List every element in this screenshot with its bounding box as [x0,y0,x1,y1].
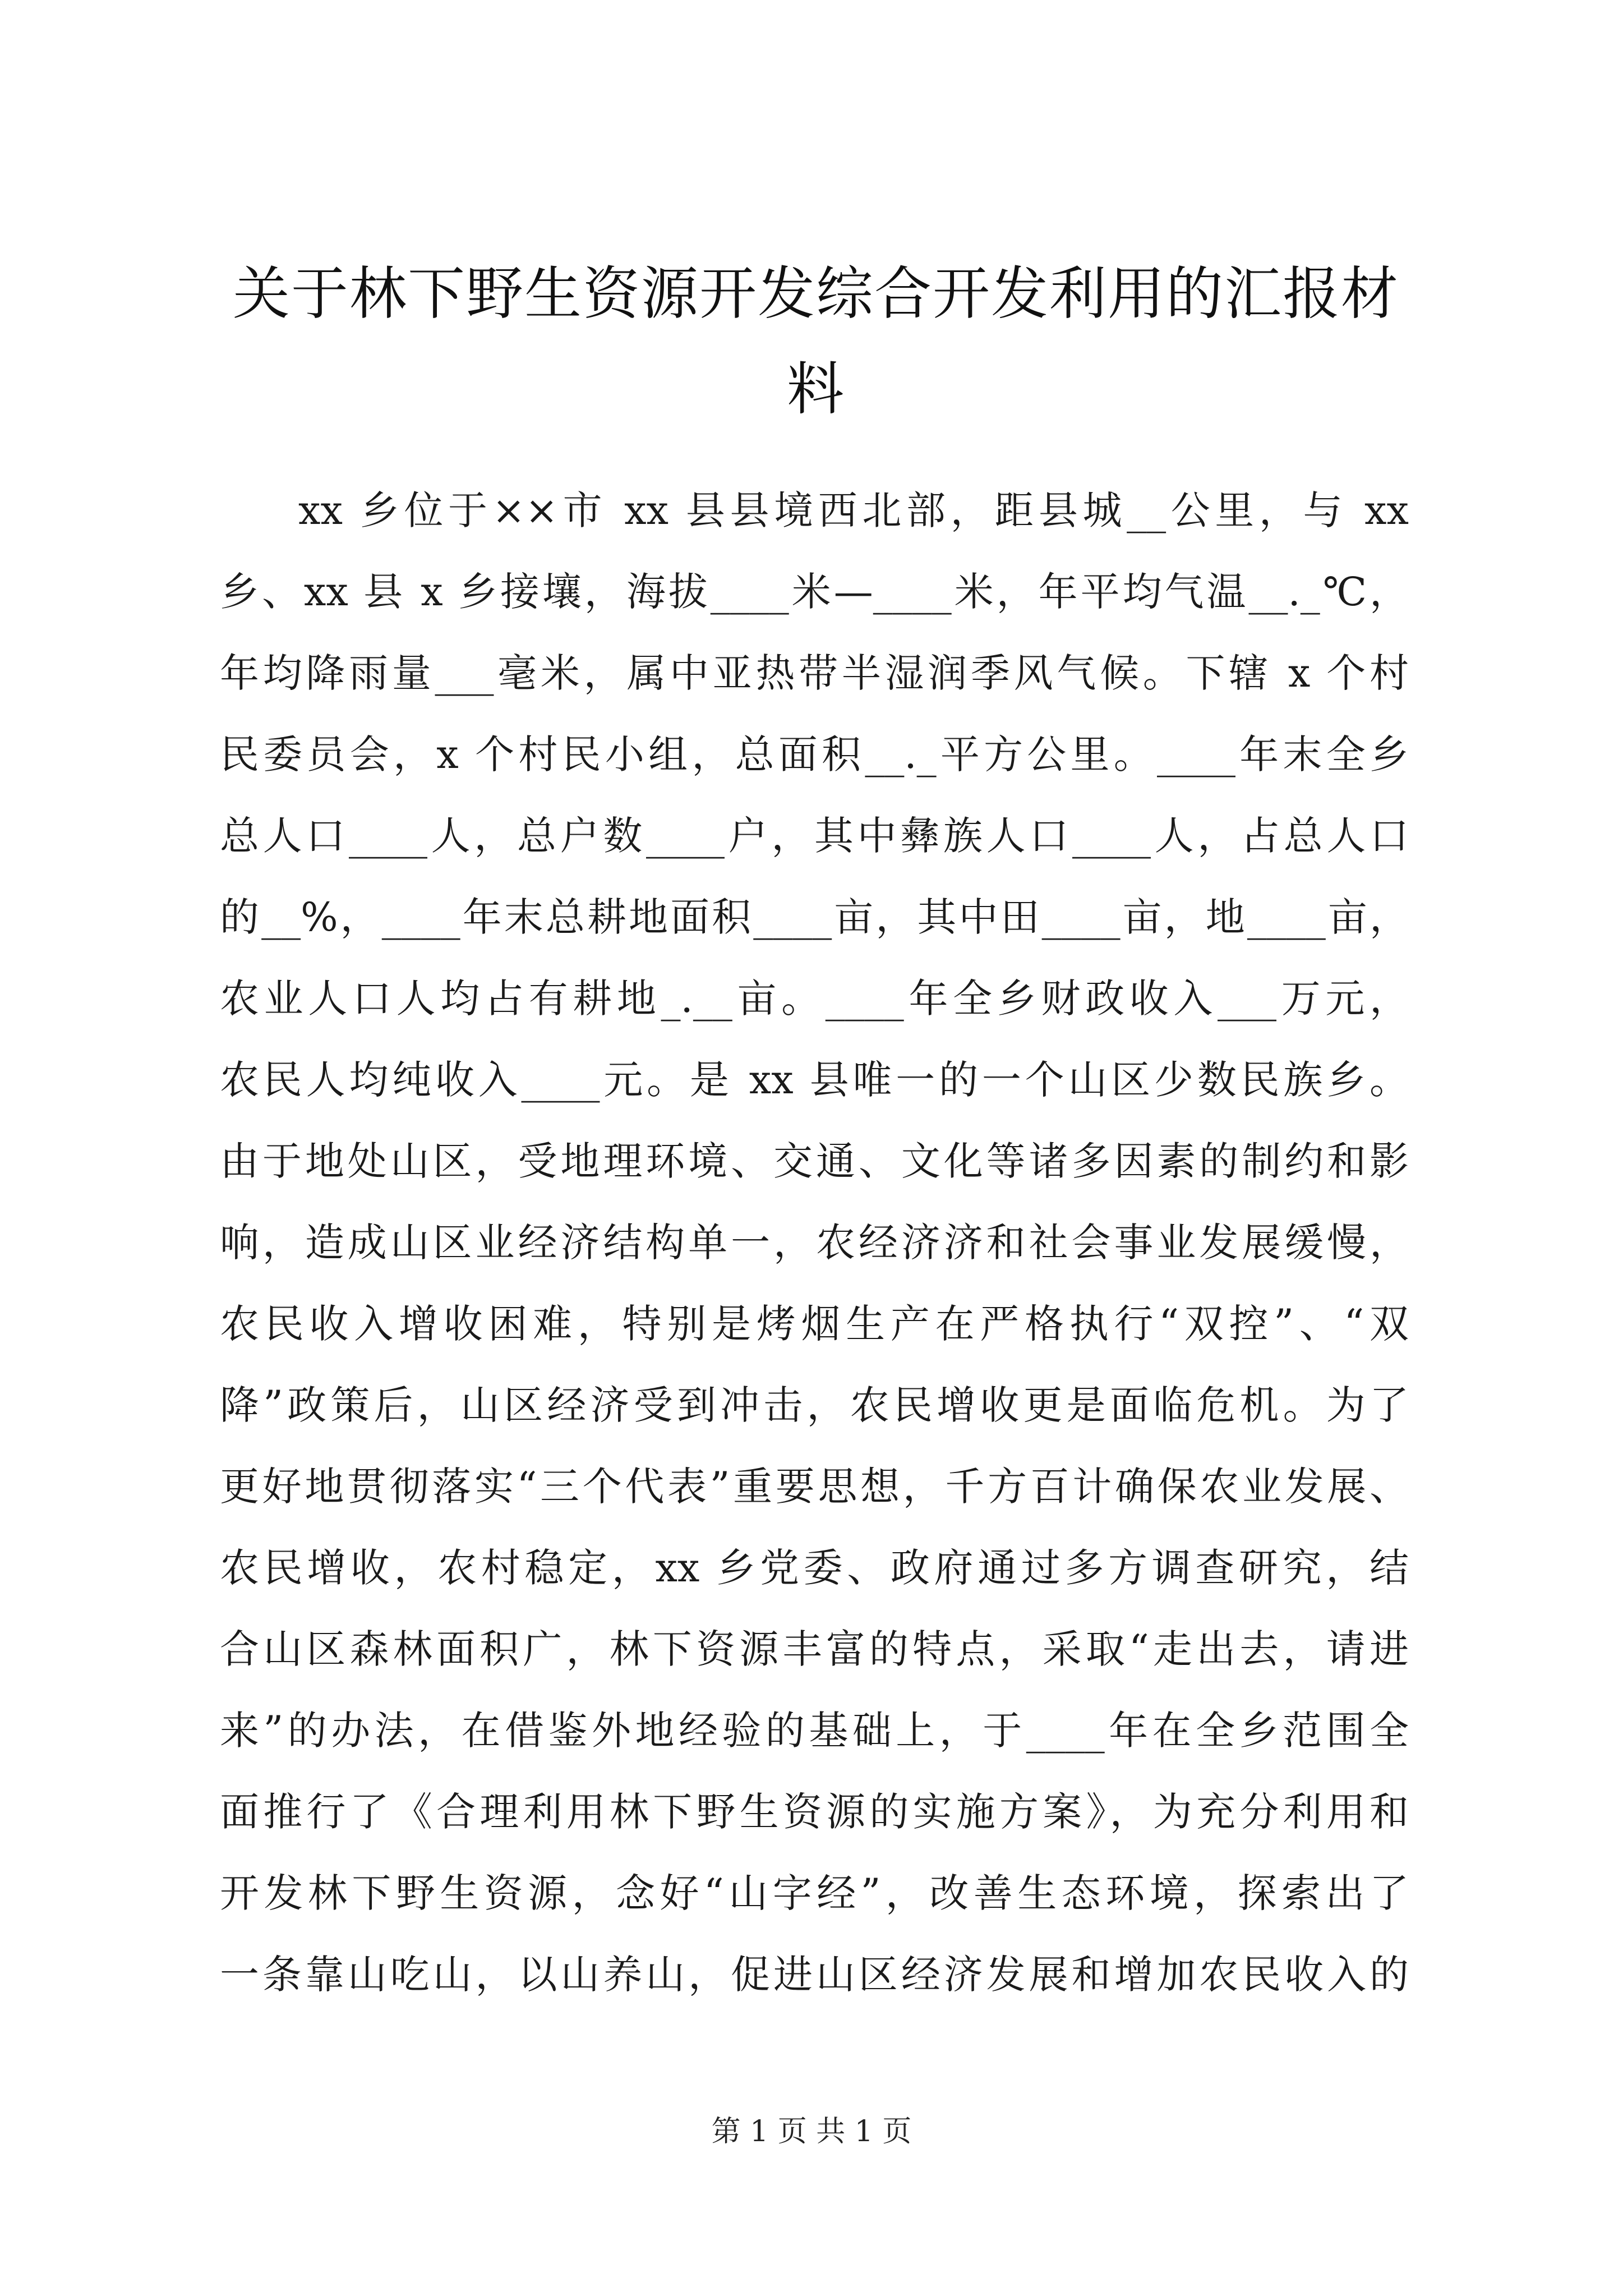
title-line-1: 关于林下野生资源开发综合开发利用的汇报材 [233,261,1399,328]
body-line: 开发林下野生资源，念好“山字经”，改善生态环境，探索出了 [220,1870,1409,1916]
body-line: 农民人均纯收入____元。是 xx 县唯一的一个山区少数民族乡。 [220,1057,1409,1103]
body-line: 降”政策后，山区经济受到冲击，农民增收更是面临危机。为了 [220,1382,1409,1428]
body-line: 年均降雨量___毫米，属中亚热带半湿润季风气候。下辖 x 个村 [220,650,1409,696]
body-line: 一条靠山吃山，以山养山，促进山区经济发展和增加农民收入的 [220,1952,1409,1998]
body-paragraph [220,470,1409,2016]
body-line: 农民增收，农村稳定，xx 乡党委、政府通过多方调查研究，结 [220,1545,1409,1591]
document-title [213,247,1419,438]
body-line: 农业人口人均占有耕地_.__亩。____年全乡财政收入___万元， [220,976,1409,1022]
body-line: 民委员会，x 个村民小组，总面积__._平方公里。____年末全乡 [220,731,1409,777]
body-line: 农民收入增收困难，特别是烤烟生产在严格执行“双控”、“双 [220,1301,1409,1347]
title-line-2: 料 [787,356,845,423]
body-line: 合山区森林面积广，林下资源丰富的特点，采取“走出去，请进 [220,1626,1409,1672]
page-number-footer: 第 1 页 共 1 页 [711,2115,912,2148]
body-line: 乡、xx 县 x 乡接壤，海拔____米—____米，年平均气温__._℃， [220,569,1409,615]
body-line: xx 乡位于××市 xx 县县境西北部，距县城__公里，与 xx [298,487,1409,533]
body-line: 来”的办法，在借鉴外地经验的基础上，于____年在全乡范围全 [220,1708,1409,1754]
body-line: 的__%，____年末总耕地面积____亩，其中田____亩，地____亩， [220,894,1409,940]
body-line: 更好地贯彻落实“三个代表”重要思想，千方百计确保农业发展、 [220,1464,1409,1510]
body-line: 总人口____人，总户数____户，其中彝族人口____人，占总人口 [220,813,1409,859]
body-line: 由于地处山区，受地理环境、交通、文化等诸多因素的制约和影 [220,1138,1409,1184]
body-line: 响，造成山区业经济结构单一，农经济济和社会事业发展缓慢， [220,1220,1409,1266]
body-line: 面推行了《合理利用林下野生资源的实施方案》，为充分利用和 [220,1789,1409,1835]
